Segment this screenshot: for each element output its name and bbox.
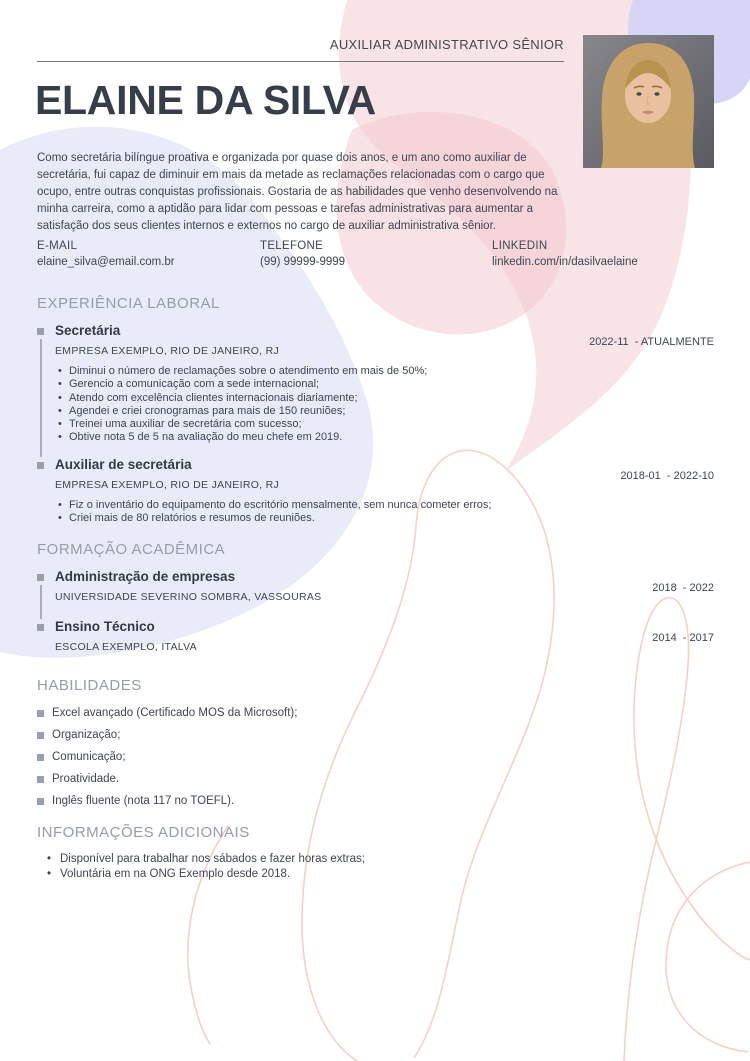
person-name: ELAINE DA SILVA [35, 77, 376, 123]
skill-item: Comunicação; [37, 751, 714, 764]
email-label: E-MAIL [37, 240, 78, 252]
education-period: 2014 - 2017 [652, 632, 714, 644]
experience-item [37, 457, 714, 526]
timeline-marker-icon [37, 462, 44, 469]
school-name: ESCOLA EXEMPLO, ITALVA [55, 641, 197, 653]
contact-linkedin [492, 240, 638, 268]
duty-item: • Fiz o inventário do equipamento do escritório mensalmente, sem nunca cometer erros; [69, 499, 714, 512]
duty-item: • Criei mais de 80 relatórios e resumos de reuniões. [69, 512, 714, 525]
portrait-illustration [583, 35, 714, 168]
duty-item: • Agendei e criei cronogramas para mais de 150 reuniões; [69, 405, 714, 418]
degree-name: Ensino Técnico [55, 619, 155, 634]
role-title: AUXILIAR ADMINISTRATIVO SÊNIOR [329, 37, 564, 52]
timeline-marker-icon [37, 624, 44, 631]
job-duties [55, 365, 714, 445]
timeline-marker-icon [37, 328, 44, 335]
degree-name: Administração de empresas [55, 569, 236, 584]
summary-text: Como secretária bilíngue proativa e organizada por quase dois anos, e um ano como auxiliar de secretária, fui capaz de diminuir em mais da metade as reclamações relacionadas com o cargo que ocupo, entre outras conquistas profissionais. Gostaria de as habilidades que venho desenvolvendo na minha carreira, como a aptidão para lidar com pessoas e tarefas administrativas para aumentar a satisfação dos seus clientes internos e externos no cargo de auxiliar administrativa sênior. [37, 152, 558, 232]
skill-item: Excel avançado (Certificado MOS da Microsoft); [37, 707, 714, 720]
skill-item: Organização; [37, 729, 714, 742]
job-company: EMPRESA EXEMPLO, RIO DE JANEIRO, RJ [55, 478, 280, 491]
phone-value: (99) 99999-9999 [260, 256, 346, 268]
duty-item: • Obtive nota 5 de 5 na avaliação do meu chefe em 2019. [69, 431, 714, 444]
phone-label: TELEFONE [260, 240, 324, 252]
skill-item: Proatividade. [37, 773, 714, 786]
school-name: UNIVERSIDADE SEVERINO SOMBRA, VASSOURAS [55, 591, 322, 603]
education-title: FORMAÇÃO ACADÊMICA [37, 541, 226, 558]
section-skills [37, 677, 714, 817]
contact-row [37, 240, 714, 274]
contact-email [37, 240, 175, 268]
job-role: Secretária [55, 323, 121, 338]
duty-item: • Treinei uma auxiliar de secretária com sucesso; [69, 418, 714, 431]
additional-info-item: • Disponível para trabalhar nos sábados e fazer horas extras; [37, 852, 714, 867]
additional-info-item: • Voluntária em na ONG Exemplo desde 2018. [37, 867, 714, 882]
duty-item: • Atendo com excelência clientes internacionais diariamente; [69, 392, 714, 405]
job-company: EMPRESA EXEMPLO, RIO DE JANEIRO, RJ [55, 345, 280, 357]
skills-title: HABILIDADES [37, 677, 142, 694]
experience-title: EXPERIÊNCIA LABORAL [37, 295, 220, 312]
experience-item [37, 323, 714, 445]
section-additional-info [37, 824, 714, 881]
contact-phone [260, 240, 345, 268]
email-value: elaine_silva@email.com.br [37, 256, 175, 268]
job-role: Auxiliar de secretária [55, 456, 192, 472]
skill-item: Inglês fluente (nota 117 no TOEFL). [37, 795, 714, 808]
header-divider [37, 61, 564, 62]
profile-photo [583, 35, 714, 168]
education-item [37, 569, 714, 603]
linkedin-value: linkedin.com/in/dasilvaelaine [492, 256, 638, 268]
section-experience [37, 295, 714, 525]
job-period: 2018-01 - 2022-10 [620, 469, 714, 482]
timeline-marker-icon [37, 574, 44, 581]
duty-item: • Diminui o número de reclamações sobre o atendimento em mais de 50%; [69, 365, 714, 378]
job-duties [55, 499, 714, 526]
duty-item: • Gerencio a comunicação com a sede internacional; [69, 378, 714, 391]
additional-info-list [37, 852, 714, 881]
education-item [37, 619, 714, 653]
additional-info-title: INFORMAÇÕES ADICIONAIS [37, 824, 250, 841]
job-period: 2022-11 - ATUALMENTE [589, 336, 714, 348]
education-period: 2018 - 2022 [652, 582, 714, 594]
section-education [37, 541, 714, 653]
linkedin-label: LINKEDIN [492, 240, 548, 252]
skills-list [37, 707, 714, 808]
